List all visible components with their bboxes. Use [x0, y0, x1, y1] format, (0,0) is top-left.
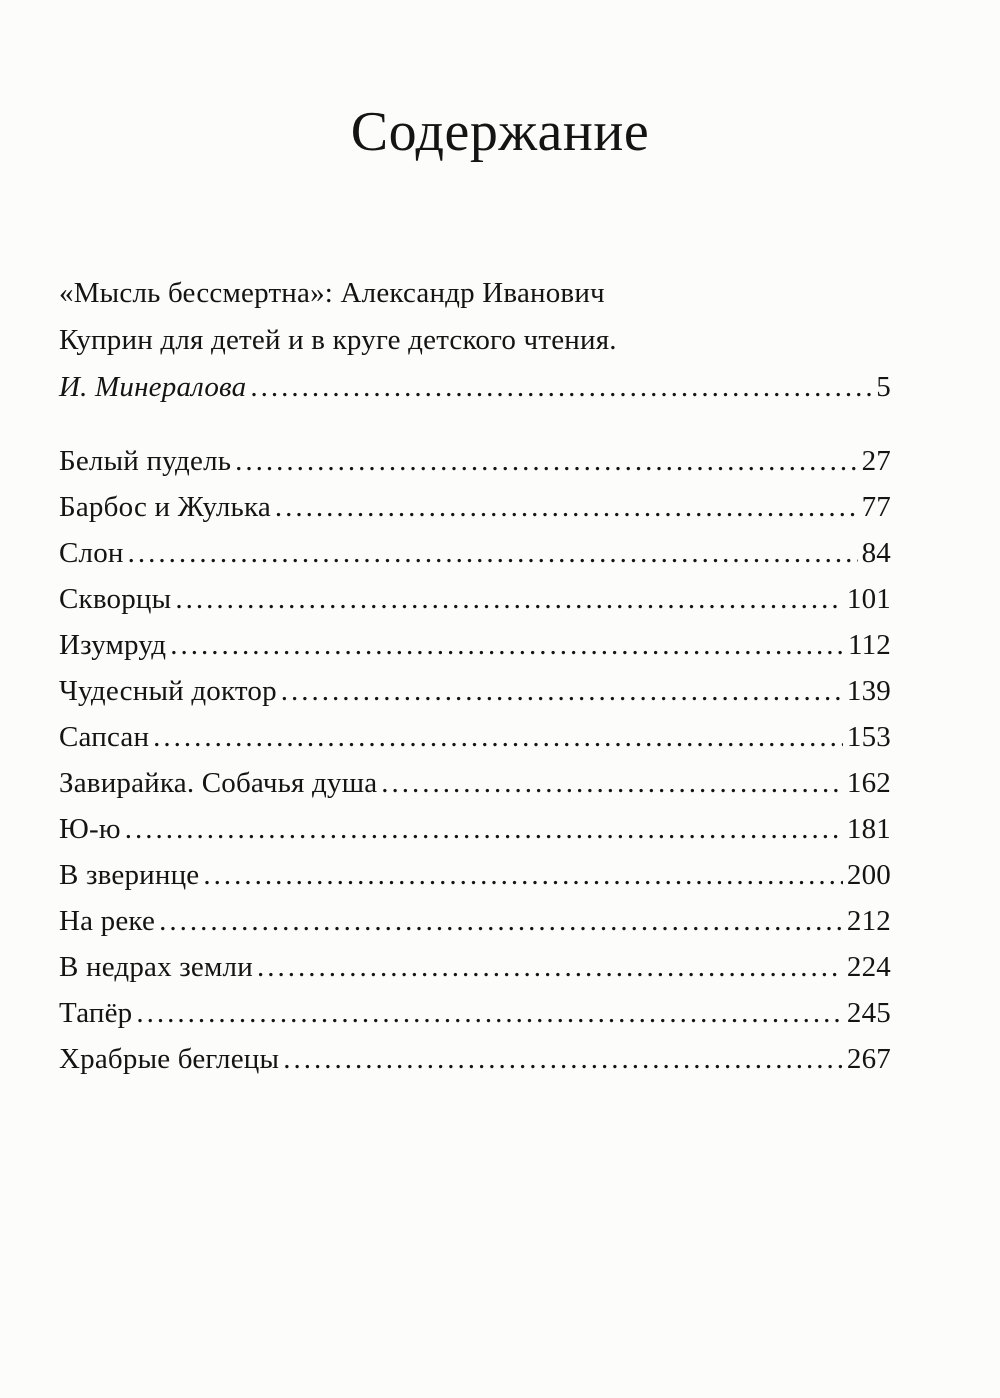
toc-entry-title: Сапсан	[59, 721, 150, 753]
toc-entry-page-number: 181	[846, 813, 891, 845]
toc-entry	[59, 622, 891, 668]
toc-entry-page-number: 162	[846, 767, 891, 799]
dot-leader	[125, 806, 843, 852]
toc-entry	[59, 990, 891, 1036]
toc-entry	[59, 1036, 891, 1082]
intro-title-line-1: «Мысль бессмертна»: Александр Иванович	[59, 277, 605, 309]
toc-entry	[59, 760, 891, 806]
toc-entry-title: Храбрые беглецы	[59, 1043, 280, 1075]
toc-entry-page-number: 200	[846, 859, 891, 891]
toc-entry	[59, 806, 891, 852]
toc-entry	[59, 484, 891, 530]
toc-entry-page-number: 139	[846, 675, 891, 707]
dot-leader	[170, 622, 844, 668]
toc-entry-title: Изумруд	[59, 629, 167, 661]
toc-entry-title: Чудесный доктор	[59, 675, 277, 707]
page-title: Содержание	[350, 101, 650, 163]
intro-entry	[59, 364, 891, 410]
entries-list	[59, 438, 891, 1082]
toc-entry-page-number: 101	[846, 583, 891, 615]
dot-leader	[235, 438, 857, 484]
toc-entry-page-number: 267	[846, 1043, 891, 1075]
toc-entry-title: Барбос и Жулька	[59, 491, 271, 523]
dot-leader	[250, 364, 872, 410]
toc-entry	[59, 898, 891, 944]
toc-entry	[59, 714, 891, 760]
dot-leader	[153, 714, 843, 760]
dot-leader	[281, 668, 843, 714]
dot-leader	[275, 484, 858, 530]
toc-entry-title: Тапёр	[59, 997, 133, 1029]
intro-author: И. Минералова	[59, 371, 247, 403]
toc-entry-page-number: 27	[861, 445, 891, 477]
toc-entry	[59, 530, 891, 576]
toc-entry-title: Скворцы	[59, 583, 172, 615]
table-of-contents	[59, 270, 891, 1082]
toc-entry-page-number: 77	[861, 491, 891, 523]
toc-entry	[59, 944, 891, 990]
toc-entry-title: В недрах земли	[59, 951, 253, 983]
toc-entry	[59, 438, 891, 484]
section-gap	[59, 410, 891, 438]
toc-entry-page-number: 153	[846, 721, 891, 753]
dot-leader	[136, 990, 843, 1036]
toc-entry-title: Ю-ю	[59, 813, 121, 845]
dot-leader	[203, 852, 843, 898]
dot-leader	[128, 530, 858, 576]
intro-page-number: 5	[876, 371, 891, 403]
toc-entry-title: В зверинце	[59, 859, 200, 891]
toc-entry-title: Слон	[59, 537, 124, 569]
dot-leader	[159, 898, 843, 944]
toc-entry-title: Белый пудель	[59, 445, 232, 477]
toc-entry	[59, 576, 891, 622]
dot-leader	[175, 576, 843, 622]
toc-entry-title: На реке	[59, 905, 156, 937]
toc-entry-page-number: 84	[861, 537, 891, 569]
intro-title-line-2: Куприн для детей и в круге детского чтения.	[59, 324, 617, 356]
toc-entry-page-number: 245	[846, 997, 891, 1029]
toc-entry	[59, 668, 891, 714]
toc-entry-page-number: 112	[847, 629, 891, 661]
dot-leader	[283, 1036, 843, 1082]
dot-leader	[381, 760, 843, 806]
toc-entry-title: Завирайка. Собачья душа	[59, 767, 378, 799]
toc-entry	[59, 852, 891, 898]
toc-entry-page-number: 212	[846, 905, 891, 937]
toc-entry-page-number: 224	[846, 951, 891, 983]
dot-leader	[257, 944, 843, 990]
